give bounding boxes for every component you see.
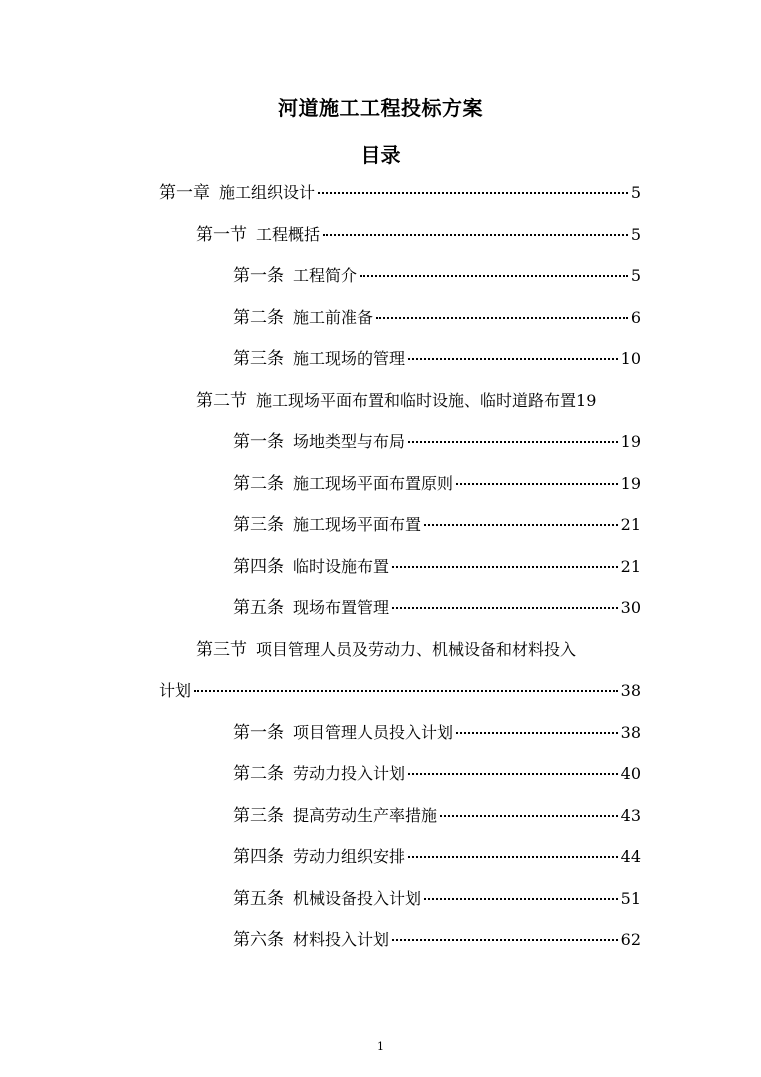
toc-entry-number: 第一条	[233, 266, 284, 286]
toc-entry-article[interactable]	[233, 347, 641, 371]
toc-entry-number: 第一节	[196, 225, 247, 245]
document-title: 河道施工工程投标方案	[278, 96, 483, 120]
dot-leader	[323, 234, 628, 236]
toc-entry-page: 21	[620, 557, 641, 576]
toc-entry-article[interactable]	[233, 430, 641, 454]
toc-entry-page: 44	[620, 847, 641, 866]
toc-entry-text: 提高劳动生产率措施	[293, 806, 438, 825]
footer-page-number: 1	[377, 1040, 384, 1053]
toc-entry-text: 施工组织设计	[219, 183, 316, 202]
toc-entry-chapter-1[interactable]	[159, 181, 641, 205]
toc-entry-number: 第四条	[233, 847, 284, 867]
toc-entry-article[interactable]	[233, 555, 641, 579]
dot-leader	[360, 275, 628, 277]
toc-entry-section-1[interactable]	[196, 223, 641, 247]
dot-leader	[408, 773, 618, 775]
toc-entry-page: 43	[620, 806, 641, 825]
toc-entry-text: 施工前准备	[293, 308, 374, 327]
toc-entry-article[interactable]	[233, 928, 641, 952]
toc-entry-text: 工程简介	[293, 266, 358, 285]
dot-leader	[424, 898, 618, 900]
toc-entry-text: 临时设施布置	[293, 557, 390, 576]
toc-entry-page: 30	[620, 598, 641, 617]
dot-leader	[408, 358, 618, 360]
toc-entry-text: 场地类型与布局	[293, 432, 406, 451]
toc-entry-section-2[interactable]	[196, 389, 643, 413]
toc-entry-number: 第五条	[233, 889, 284, 909]
dot-leader	[456, 732, 618, 734]
dot-leader	[408, 856, 618, 858]
dot-leader	[408, 441, 618, 443]
toc-entry-text: 施工现场平面布置原则	[293, 474, 454, 493]
dot-leader	[440, 815, 618, 817]
toc-entry-number: 第一章	[159, 183, 210, 203]
toc-entry-article[interactable]	[233, 721, 641, 745]
toc-entry-page: 40	[620, 764, 641, 783]
toc-entry-article[interactable]	[233, 513, 641, 537]
toc-entry-text: 项目管理人员及劳动力、机械设备和材料投入	[256, 640, 577, 659]
toc-entry-text: 材料投入计划	[293, 930, 390, 949]
toc-entry-page: 51	[620, 889, 641, 908]
toc-entry-text: 施工现场的管理	[293, 349, 406, 368]
toc-entry-text: 劳动力组织安排	[293, 847, 406, 866]
toc-entry-number: 第一条	[233, 432, 284, 452]
toc-entry-page: 5	[630, 183, 641, 202]
toc-entry-page: 19	[576, 391, 597, 410]
toc-entry-number: 第二条	[233, 308, 284, 328]
toc-entry-article[interactable]	[233, 596, 641, 620]
toc-entry-text: 工程概括	[256, 225, 321, 244]
dot-leader	[318, 192, 628, 194]
toc-entry-page: 19	[620, 432, 641, 451]
toc-entry-article[interactable]	[233, 762, 641, 786]
toc-entry-number: 第二节	[196, 391, 247, 411]
toc-entry-article[interactable]	[233, 306, 641, 330]
toc-entry-article[interactable]	[233, 264, 641, 288]
toc-entry-article[interactable]	[233, 887, 641, 911]
toc-entry-text-continuation: 计划	[159, 681, 192, 700]
toc-entry-section-3-continuation[interactable]	[159, 679, 641, 703]
toc-entry-article[interactable]	[233, 804, 641, 828]
dot-leader	[424, 524, 618, 526]
dot-leader	[376, 317, 628, 319]
toc-entry-page: 38	[620, 681, 641, 700]
toc-heading: 目录	[360, 143, 401, 167]
toc-entry-page: 38	[620, 723, 641, 742]
toc-entry-number: 第三条	[233, 806, 284, 826]
toc-entry-page: 5	[630, 266, 641, 285]
toc-entry-number: 第六条	[233, 930, 284, 950]
toc-entry-article[interactable]	[233, 472, 641, 496]
toc-entry-page: 10	[620, 349, 641, 368]
toc-entry-number: 第一条	[233, 723, 284, 743]
toc-entry-page: 19	[620, 474, 641, 493]
toc-entry-number: 第五条	[233, 598, 284, 618]
toc-entry-article[interactable]	[233, 845, 641, 869]
dot-leader	[392, 939, 618, 941]
toc-entry-number: 第三条	[233, 515, 284, 535]
toc-entry-page: 6	[630, 308, 641, 327]
toc-entry-text: 现场布置管理	[293, 598, 390, 617]
dot-leader	[456, 483, 618, 485]
toc-entry-section-3[interactable]	[196, 638, 641, 662]
toc-entry-text: 施工现场平面布置和临时设施、临时道路布置	[256, 391, 577, 410]
toc-entry-text: 劳动力投入计划	[293, 764, 406, 783]
dot-leader	[194, 690, 618, 692]
toc-entry-page: 21	[620, 515, 641, 534]
toc-entry-page: 5	[630, 225, 641, 244]
dot-leader	[392, 566, 618, 568]
toc-entry-number: 第四条	[233, 557, 284, 577]
toc-entry-text: 机械设备投入计划	[293, 889, 422, 908]
dot-leader	[392, 607, 618, 609]
toc-entry-page: 62	[620, 930, 641, 949]
toc-entry-number: 第三条	[233, 349, 284, 369]
toc-entry-number: 第三节	[196, 640, 247, 660]
toc-entry-number: 第二条	[233, 474, 284, 494]
toc-entry-text: 项目管理人员投入计划	[293, 723, 454, 742]
toc-entry-text: 施工现场平面布置	[293, 515, 422, 534]
toc-entry-number: 第二条	[233, 764, 284, 784]
